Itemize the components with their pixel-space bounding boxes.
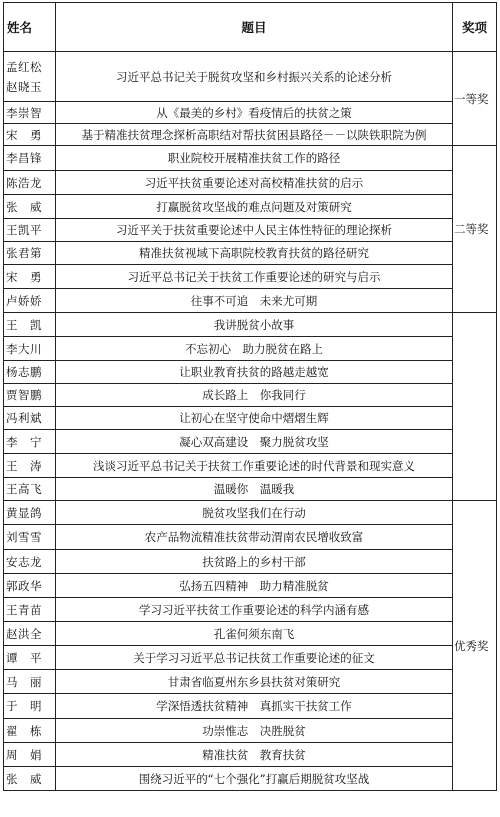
participant-name (4, 598, 56, 622)
name-line: 赵洪全 (6, 626, 42, 641)
name-line: 李大川 (6, 341, 42, 356)
essay-title: 习近平总书记关于脱贫攻坚和乡村振兴关系的论述分析 (56, 52, 453, 102)
essay-title: 弘扬五四精神 助力精准脱贫 (56, 574, 453, 598)
essay-title: 甘肃省临夏州东乡县扶贫对策研究 (56, 670, 453, 694)
table-row (4, 337, 497, 361)
participant-name (4, 289, 56, 313)
essay-title: 围绕习近平的“七个强化”打赢后期脱贫攻坚战 (56, 767, 453, 791)
essay-title: 温暖你 温暖我 (56, 478, 453, 501)
participant-name (4, 219, 56, 242)
header-title: 题目 (56, 3, 453, 52)
table-row (4, 430, 497, 454)
participant-name (4, 743, 56, 767)
essay-title: 关于学习习近平总书记扶贫工作重要论述的征文 (56, 646, 453, 670)
table-row (4, 313, 497, 337)
name-line: 陈浩龙 (6, 175, 42, 190)
essay-title: 精准扶贫 教育扶贫 (56, 743, 453, 767)
table-row (4, 289, 497, 313)
participant-name (4, 719, 56, 743)
participant-name (4, 694, 56, 719)
table-row (4, 550, 497, 574)
essay-title: 职业院校开展精准扶贫工作的路径 (56, 146, 453, 171)
table-row (4, 407, 497, 430)
table-row (4, 146, 497, 171)
participant-name (4, 195, 56, 219)
table-row (4, 478, 497, 501)
table-row (4, 743, 497, 767)
essay-title: 学深悟透扶贫精神 真抓实干扶贫工作 (56, 694, 453, 719)
name-line: 郭政华 (6, 578, 42, 593)
participant-name (4, 384, 56, 407)
essay-title: 习近平扶贫重要论述对高校精准扶贫的启示 (56, 171, 453, 195)
essay-title: 孔雀何须东南飞 (56, 622, 453, 646)
table-row (4, 361, 497, 384)
name-line: 王高飞 (6, 482, 42, 496)
participant-name (4, 242, 56, 265)
essay-title: 学习习近平扶贫工作重要论述的科学内涵有感 (56, 598, 453, 622)
name-line: 马 丽 (6, 674, 42, 689)
participant-name (4, 171, 56, 195)
name-line: 宋 勇 (6, 269, 42, 284)
essay-title: 成长路上 你我同行 (56, 384, 453, 407)
essay-title: 扶贫路上的乡村干部 (56, 550, 453, 574)
header-name: 姓名 (4, 3, 56, 52)
name-line: 周 娟 (6, 747, 42, 762)
participant-name (4, 146, 56, 171)
participant-name (4, 102, 56, 124)
participant-name (4, 767, 56, 791)
table-row (4, 195, 497, 219)
participant-name (4, 525, 56, 550)
award-level: 优秀奖 (453, 501, 497, 791)
name-line: 翟 栋 (6, 723, 42, 738)
participant-name (4, 361, 56, 384)
name-line: 赵晓玉 (6, 79, 42, 94)
essay-title: 功崇惟志 决胜脱贫 (56, 719, 453, 743)
table-row (4, 622, 497, 646)
participant-name (4, 430, 56, 454)
participant-name (4, 407, 56, 430)
table-row (4, 265, 497, 289)
table-row (4, 454, 497, 478)
essay-title: 往事不可追 未来尤可期 (56, 289, 453, 313)
table-row (4, 694, 497, 719)
name-line: 黄显鸽 (6, 505, 42, 520)
essay-title: 精准扶贫视域下高职院校教育扶贫的路径研究 (56, 242, 453, 265)
essay-title: 从《最美的乡村》看疫情后的扶贫之策 (56, 102, 453, 124)
participant-name (4, 478, 56, 501)
header-award: 奖项 (453, 3, 497, 52)
participant-name (4, 52, 56, 102)
essay-title: 农产品物流精准扶贫带动渭南农民增收致富 (56, 525, 453, 550)
name-line: 贾智鹏 (6, 388, 42, 402)
participant-name (4, 337, 56, 361)
essay-title: 凝心双高建设 聚力脱贫攻坚 (56, 430, 453, 454)
essay-title: 让职业教育扶贫的路越走越宽 (56, 361, 453, 384)
name-line: 王凯平 (6, 223, 42, 237)
essay-title: 我讲脱贫小故事 (56, 313, 453, 337)
essay-title: 浅谈习近平总书记关于扶贫工作重要论述的时代背景和现实意义 (56, 454, 453, 478)
name-line: 孟红松 (6, 59, 42, 74)
participant-name (4, 313, 56, 337)
name-line: 安志龙 (6, 554, 42, 569)
name-line: 张 威 (6, 771, 42, 786)
participant-name (4, 454, 56, 478)
table-row (4, 501, 497, 525)
name-line: 李昌锋 (6, 151, 42, 165)
essay-title: 让初心在坚守使命中熠熠生辉 (56, 407, 453, 430)
name-line: 谭 平 (6, 650, 42, 665)
table-row (4, 242, 497, 265)
award-level: 二等奖 (453, 146, 497, 313)
table-row (4, 598, 497, 622)
name-line: 李崇智 (6, 105, 42, 120)
table-row (4, 384, 497, 407)
participant-name (4, 501, 56, 525)
participant-name (4, 574, 56, 598)
essay-title: 打赢脱贫攻坚战的难点问题及对策研究 (56, 195, 453, 219)
name-line: 张君第 (6, 246, 42, 260)
essay-title: 不忘初心 助力脱贫在路上 (56, 337, 453, 361)
table-row (4, 102, 497, 124)
name-line: 冯利斌 (6, 411, 42, 425)
table-row (4, 525, 497, 550)
table-row (4, 646, 497, 670)
participant-name (4, 550, 56, 574)
table-row (4, 124, 497, 146)
name-line: 杨志鹏 (6, 365, 42, 379)
essay-title: 习近平总书记关于扶贫工作重要论述的研究与启示 (56, 265, 453, 289)
table-row (4, 171, 497, 195)
name-line: 李 宁 (6, 434, 42, 449)
participant-name (4, 646, 56, 670)
table-row (4, 574, 497, 598)
participant-name (4, 670, 56, 694)
awards-table (3, 2, 497, 791)
essay-title: 基于精准扶贫理念探析高职结对帮扶贫困县路径－－以陕铁职院为例 (56, 124, 453, 146)
essay-title: 脱贫攻坚我们在行动 (56, 501, 453, 525)
table-body (4, 52, 497, 791)
table-row (4, 670, 497, 694)
participant-name (4, 265, 56, 289)
name-line: 于 明 (6, 699, 42, 713)
award-level: 一等奖 (453, 52, 497, 146)
name-line: 王青苗 (6, 602, 42, 617)
name-line: 张 威 (6, 199, 42, 214)
table-row (4, 219, 497, 242)
name-line: 宋 勇 (6, 127, 42, 142)
name-line: 王 凯 (6, 317, 42, 332)
table-row (4, 719, 497, 743)
name-line: 刘雪雪 (6, 530, 42, 544)
name-line: 卢娇娇 (6, 293, 42, 308)
participant-name (4, 124, 56, 146)
name-line: 王 涛 (6, 458, 42, 473)
participant-name (4, 622, 56, 646)
essay-title: 习近平关于扶贫重要论述中人民主体性特征的理论探析 (56, 219, 453, 242)
table-row (4, 767, 497, 791)
table-row (4, 52, 497, 102)
header-row (4, 3, 497, 52)
